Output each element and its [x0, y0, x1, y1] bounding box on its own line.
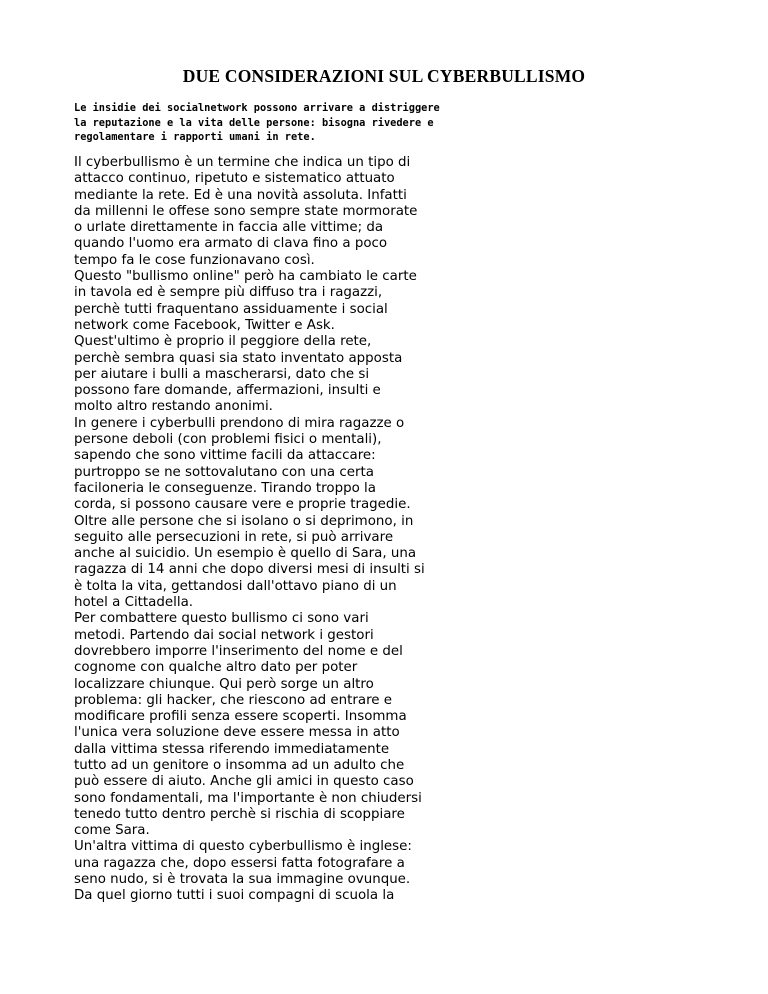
- body-line: dovrebbero imporre l'inserimento del nome e del: [74, 643, 403, 659]
- body-line: mediante la rete. Ed è una novità assoluta. Infatti: [74, 187, 407, 203]
- body-line: purtroppo se ne sottovalutano con una certa: [74, 464, 374, 480]
- body-line: Oltre alle persone che si isolano o si deprimono, in: [74, 513, 414, 529]
- body-line: sapendo che sono vittime facili da attaccare:: [74, 448, 376, 464]
- body-line: faciloneria le conseguenze. Tirando troppo la: [74, 480, 376, 496]
- body-line: quando l'uomo era armato di clava fino a poco: [74, 236, 388, 252]
- document-body: [74, 155, 454, 905]
- body-line: possono fare domande, affermazioni, insulti e: [74, 383, 381, 399]
- subtitle-line: regolamentare i rapporti umani in rete.: [74, 131, 316, 143]
- body-line: tenedo tutto dentro perchè si rischia di scoppiare: [74, 806, 405, 822]
- body-line: dalla vittima stessa riferendo immediatamente: [74, 741, 390, 757]
- subtitle-line: la reputazione e la vita delle persone: bisogna rivedere e: [74, 116, 434, 129]
- body-line: metodi. Partendo dai social network i gestori: [74, 627, 374, 643]
- body-line: o urlate direttamente in faccia alle vittime; da: [74, 220, 384, 236]
- body-line: perchè tutti fraquentano assiduamente i social: [74, 301, 388, 317]
- body-line: l'unica vera soluzione deve essere messa in atto: [74, 725, 400, 741]
- body-line: cognome con qualche altro dato per poter: [74, 660, 358, 676]
- body-line: seno nudo, si è trovata la sua immagine ovunque.: [74, 872, 411, 888]
- body-line: hotel a Cittadella.: [74, 595, 194, 611]
- body-line: anche al suicidio. Un esempio è quello di Sara, una: [74, 546, 417, 562]
- body-line: molto altro restando anonimi.: [74, 399, 273, 415]
- body-line: Quest'ultimo è proprio il peggiore della rete,: [74, 334, 372, 350]
- body-line: localizzare chiunque. Qui però sorge un altro: [74, 676, 374, 692]
- body-line: modificare profili senza essere scoperti. Insomma: [74, 709, 407, 725]
- body-line: da millenni le offese sono sempre state mormorate: [74, 203, 418, 219]
- body-line: sono fondamentali, ma l'importante è non chiudersi: [74, 790, 422, 806]
- document-subtitle: [74, 101, 454, 145]
- body-line: Un'altra vittima di questo cyberbullismo è inglese:: [74, 839, 412, 855]
- body-line: può essere di aiuto. Anche gli amici in questo caso: [74, 774, 414, 790]
- body-line: perchè sembra quasi sia stato inventato apposta: [74, 350, 403, 366]
- body-line: Questo "bullismo online" però ha cambiato le carte: [74, 269, 417, 285]
- body-line: corda, si possono causare vere e proprie tragedie.: [74, 497, 411, 513]
- body-line: in tavola ed è sempre più diffuso tra i ragazzi,: [74, 285, 383, 301]
- body-line: Da quel giorno tutti i suoi compagni di scuola la: [74, 888, 395, 904]
- body-line: come Sara.: [74, 823, 150, 839]
- subtitle-line: Le insidie dei socialnetwork possono arrivare a distriggere: [74, 102, 440, 114]
- body-line: problema: gli hacker, che riescono ad entrare e: [74, 692, 393, 708]
- body-line: persone deboli (con problemi fisici o mentali),: [74, 432, 382, 448]
- body-line: ragazza di 14 anni che dopo diversi mesi di insulti si: [74, 562, 425, 578]
- body-line: In genere i cyberbulli prendono di mira ragazze o: [74, 415, 405, 431]
- body-line: per aiutare i bulli a mascherarsi, dato che si: [74, 366, 370, 382]
- body-line: attacco continuo, ripetuto e sistematico attuato: [74, 171, 395, 187]
- body-line: una ragazza che, dopo essersi fatta fotografare a: [74, 855, 405, 871]
- body-line: tutto ad un genitore o insomma ad un adulto che: [74, 757, 405, 773]
- body-line: tempo fa le cose funzionavano così.: [74, 252, 315, 268]
- body-line: network come Facebook, Twitter e Ask.: [74, 317, 335, 333]
- document-title: DUE CONSIDERAZIONI SUL CYBERBULLISMO: [182, 66, 586, 86]
- body-line: Il cyberbullismo è un termine che indica un tipo di: [74, 155, 411, 170]
- body-line: è tolta la vita, gettandosi dall'ottavo piano di un: [74, 578, 397, 594]
- body-line: seguito alle persecuzioni in rete, si può arrivare: [74, 529, 394, 545]
- body-line: Per combattere questo bullismo ci sono vari: [74, 611, 369, 627]
